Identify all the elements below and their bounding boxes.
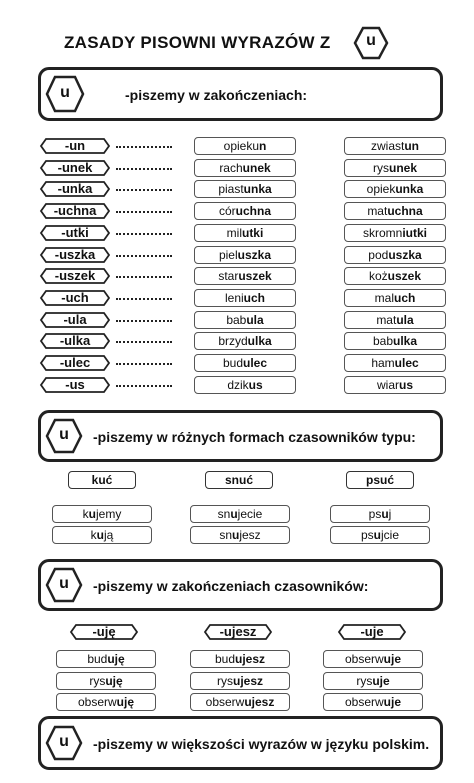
- word-highlight: uszka: [388, 247, 422, 262]
- word-highlight: ula: [396, 312, 414, 327]
- word-prefix: piast: [218, 182, 244, 197]
- section4-hex-badge: [45, 724, 83, 762]
- word-highlight: u: [230, 507, 238, 521]
- suffix-tag: [40, 203, 110, 219]
- word-highlight: uje: [383, 695, 402, 709]
- word-suffix: ją: [104, 528, 114, 542]
- verb-form-word: [52, 505, 152, 523]
- word-highlight: iutki: [402, 225, 427, 240]
- hex-letter: u: [59, 426, 69, 443]
- suffix-label: -unek: [57, 159, 93, 175]
- verb-form-word: [190, 505, 290, 523]
- dotted-leader: [116, 168, 172, 172]
- word-highlight: utki: [241, 225, 264, 240]
- example-word: [344, 224, 446, 242]
- word-prefix: rys: [89, 673, 106, 688]
- word-prefix: opiek: [366, 182, 396, 197]
- dotted-leader: [116, 320, 172, 324]
- word-prefix: koż: [368, 269, 388, 284]
- suffix-label: -uszka: [54, 246, 96, 262]
- word-prefix: bab: [372, 334, 393, 349]
- word-highlight: uchna: [387, 204, 423, 219]
- word-prefix: skromn: [362, 225, 403, 240]
- word-highlight: unka: [395, 182, 424, 197]
- suffix-label: -un: [64, 138, 86, 153]
- word-highlight: us: [399, 377, 414, 392]
- verb-kuc: kuć: [68, 471, 136, 489]
- word-highlight: uję: [105, 673, 123, 688]
- example-word: [344, 202, 446, 220]
- suffix-tag: [40, 333, 110, 349]
- example-word: [344, 159, 446, 177]
- verb-psuc: psuć: [346, 471, 414, 489]
- word-prefix: ps: [360, 528, 374, 542]
- word-prefix: mal: [374, 290, 394, 305]
- suffix-tag: [40, 247, 110, 263]
- word-prefix: obserw: [205, 695, 245, 709]
- suffix-tag: [40, 290, 110, 306]
- word-prefix: obserw: [77, 695, 117, 709]
- word-highlight: ulec: [243, 356, 268, 370]
- word-prefix: k: [82, 507, 89, 521]
- word-prefix: mat: [367, 204, 388, 219]
- word-prefix: brzyd: [218, 334, 248, 349]
- dotted-leader: [116, 363, 172, 367]
- suffix-label: -unka: [57, 181, 93, 197]
- word-highlight: uchna: [235, 204, 271, 219]
- word-prefix: bud: [87, 652, 108, 666]
- word-highlight: uszka: [237, 247, 272, 262]
- page-title: ZASADY PISOWNI WYRAZÓW Z: [64, 33, 331, 52]
- dotted-leader: [116, 385, 172, 389]
- word-highlight: ula: [246, 312, 264, 327]
- title-hex-badge: [354, 26, 388, 60]
- word-highlight: ujesz: [244, 695, 275, 709]
- word-prefix: bud: [214, 652, 235, 666]
- word-highlight: ulka: [393, 334, 418, 349]
- example-word: [194, 159, 296, 177]
- word-prefix: leni: [224, 290, 244, 305]
- word-highlight: uję: [116, 695, 135, 709]
- verb-suffix-word: [190, 672, 290, 690]
- verb-suffix-word: [323, 693, 423, 711]
- verb-suffix-word: [190, 650, 290, 668]
- dotted-leader: [116, 298, 172, 302]
- verb-suffix-word: [323, 650, 423, 668]
- example-word: [344, 246, 446, 264]
- section1-hex-badge: [45, 74, 85, 114]
- word-prefix: opieku: [223, 139, 260, 153]
- example-word: [344, 267, 446, 285]
- suffix-label: -uję: [92, 624, 116, 639]
- word-prefix: ps: [368, 507, 382, 521]
- example-word: [194, 267, 296, 285]
- example-word: [194, 376, 296, 394]
- suffix-label: -ulka: [59, 333, 91, 349]
- verb-suffix-word: [56, 650, 156, 668]
- suffix-label: -ula: [63, 311, 87, 327]
- word-highlight: ulka: [247, 334, 272, 349]
- word-highlight: unek: [388, 160, 417, 175]
- dotted-leader: [116, 146, 172, 150]
- word-prefix: bud: [222, 356, 243, 370]
- word-prefix: ham: [371, 356, 395, 370]
- dotted-leader: [116, 233, 172, 237]
- word-highlight: un: [404, 139, 419, 153]
- verb-suffix-word: [190, 693, 290, 711]
- word-prefix: k: [90, 528, 97, 542]
- section3-hex-badge: [45, 566, 83, 604]
- suffix-tag: [40, 138, 110, 154]
- suffix-tag: [40, 160, 110, 176]
- verb-form-word: [190, 526, 290, 544]
- word-highlight: uch: [243, 290, 266, 305]
- verb-suffix-word: [56, 693, 156, 711]
- suffix-tag: [40, 355, 110, 371]
- section1-heading: -piszemy w zakończeniach:: [125, 87, 308, 103]
- verb-snuc: snuć: [205, 471, 273, 489]
- word-highlight: uje: [372, 673, 390, 688]
- example-word: [344, 354, 446, 372]
- example-word: [194, 289, 296, 307]
- word-highlight: unek: [242, 160, 271, 175]
- word-prefix: rys: [356, 673, 373, 688]
- suffix-label: -ulec: [59, 355, 91, 370]
- word-highlight: u: [381, 507, 389, 521]
- word-prefix: rach: [219, 160, 243, 175]
- section4-heading: -piszemy w większości wyrazów w języku polskim.: [93, 736, 430, 752]
- hex-letter: u: [59, 733, 69, 750]
- example-word: [344, 376, 446, 394]
- word-prefix: dzik: [227, 377, 249, 392]
- hex-letter: u: [59, 575, 69, 592]
- example-word: [344, 289, 446, 307]
- word-highlight: n: [259, 139, 267, 153]
- verb-suffix-word: [56, 672, 156, 690]
- suffix-label: -uszek: [54, 268, 96, 284]
- hex-letter: u: [60, 84, 70, 101]
- word-highlight: us: [248, 377, 263, 392]
- example-word: [344, 311, 446, 329]
- example-word: [194, 202, 296, 220]
- verb-form-word: [330, 526, 430, 544]
- word-prefix: wiar: [376, 377, 399, 392]
- word-highlight: u: [88, 507, 96, 521]
- word-suffix: jemy: [96, 507, 122, 521]
- verb-form-word: [330, 505, 430, 523]
- word-prefix: obserw: [344, 695, 384, 709]
- example-word: [194, 224, 296, 242]
- example-word: [194, 137, 296, 155]
- suffix-tag: [40, 312, 110, 328]
- word-highlight: uje: [383, 652, 402, 666]
- word-suffix: j: [388, 507, 392, 521]
- word-highlight: uszek: [387, 269, 422, 284]
- word-prefix: sn: [219, 528, 232, 542]
- word-prefix: star: [218, 269, 239, 284]
- example-word: [344, 332, 446, 350]
- word-highlight: ujesz: [235, 652, 266, 666]
- word-highlight: u: [373, 528, 381, 542]
- word-prefix: zwiast: [370, 139, 405, 153]
- word-suffix: jesz: [239, 528, 261, 542]
- suffix-label: -uchna: [53, 203, 97, 219]
- word-highlight: uję: [107, 652, 125, 666]
- word-highlight: ulec: [394, 356, 419, 370]
- word-suffix: jecie: [237, 507, 263, 521]
- verb-suffix-word: [323, 672, 423, 690]
- section3-heading: -piszemy w zakończeniach czasowników:: [93, 578, 369, 594]
- word-prefix: rys: [216, 673, 233, 688]
- suffix-tag: [40, 377, 110, 393]
- word-highlight: unka: [243, 182, 272, 197]
- word-highlight: u: [96, 528, 104, 542]
- suffix-label: -uje: [360, 624, 384, 639]
- hex-letter: u: [366, 32, 376, 49]
- dotted-leader: [116, 211, 172, 215]
- dotted-leader: [116, 341, 172, 345]
- dotted-leader: [116, 255, 172, 259]
- example-word: [194, 311, 296, 329]
- suffix-tag: [40, 268, 110, 284]
- suffix-label: -utki: [61, 224, 89, 240]
- verb-form-word: [52, 526, 152, 544]
- word-prefix: mil: [226, 225, 242, 240]
- section2-hex-badge: [45, 417, 83, 455]
- verb-suffix-tag: [338, 624, 406, 640]
- word-highlight: u: [232, 528, 240, 542]
- example-word: [344, 137, 446, 155]
- example-word: [194, 180, 296, 198]
- suffix-tag: [40, 181, 110, 197]
- word-highlight: uszek: [238, 269, 272, 284]
- example-word: [344, 180, 446, 198]
- suffix-label: -uch: [61, 289, 89, 305]
- example-word: [194, 332, 296, 350]
- suffix-label: -us: [65, 376, 85, 392]
- word-prefix: piel: [218, 247, 238, 262]
- suffix-label: -ujesz: [219, 624, 257, 639]
- example-word: [194, 246, 296, 264]
- word-prefix: pod: [368, 247, 389, 262]
- word-suffix: jcie: [381, 528, 400, 542]
- word-highlight: ujesz: [232, 673, 263, 688]
- word-prefix: mat: [376, 312, 397, 327]
- suffix-tag: [40, 225, 110, 241]
- verb-suffix-tag: [70, 624, 138, 640]
- word-prefix: bab: [226, 312, 247, 327]
- word-prefix: cór: [218, 204, 236, 219]
- example-word: [194, 354, 296, 372]
- section2-heading: -piszemy w różnych formach czasowników typu:: [93, 429, 416, 445]
- verb-suffix-tag: [204, 624, 272, 640]
- dotted-leader: [116, 189, 172, 193]
- word-prefix: rys: [372, 160, 389, 175]
- dotted-leader: [116, 276, 172, 280]
- word-prefix: sn: [217, 507, 231, 521]
- word-highlight: uch: [394, 290, 416, 305]
- word-prefix: obserw: [344, 652, 384, 666]
